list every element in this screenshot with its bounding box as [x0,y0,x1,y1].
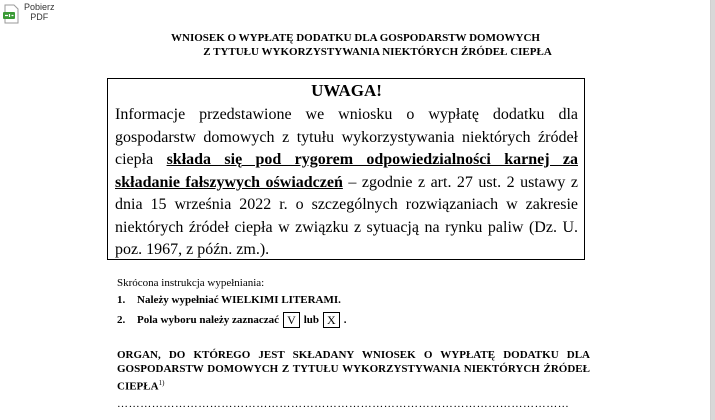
instructions-heading: Skrócona instrukcja wypełniania: [117,277,265,289]
checkbox-sample-v: V [283,312,300,328]
checkbox-sample-x: X [323,312,340,328]
download-label-line1: Pobierz [24,2,55,12]
organ-heading-text: ORGAN, DO KTÓREGO JEST SKŁADANY WNIOSEK O WYPŁATĘ DODATKU DLA GOSPODARSTW DOMOWYCH Z TYTUŁU WYKORZYSTYWANIA NIEKTÓRYCH ŹRÓDEŁ CIEPŁA [117,349,590,393]
instruction-number: 2. [117,314,126,326]
document-title [0,31,711,59]
instruction-item-1 [117,293,341,307]
pdf-file-icon [2,4,20,24]
download-pdf-label [24,2,55,22]
warning-notice-box [107,78,585,260]
instruction-text: Należy wypełniać WIELKIMI LITERAMI. [137,294,341,306]
organ-section-heading [117,348,590,394]
instruction-period: . [343,314,347,326]
title-line-1: WNIOSEK O WYPŁATĘ DODATKU DLA GOSPODARSTW DOMOWYCH [171,32,540,44]
instruction-text: Pola wyboru należy zaznaczać [137,314,280,326]
notice-heading: UWAGA! [311,81,382,100]
notice-text-emphasis: składa się pod rygorem odpowiedzialności karnej za składanie fałszywych oświadczeń [115,151,578,191]
title-line-2: Z TYTUŁU WYKORZYSTYWANIA NIEKTÓRYCH ŹRÓDEŁ CIEPŁA [203,46,552,58]
vertical-scrollbar[interactable] [711,0,715,420]
instruction-connector: lub [303,314,320,326]
notice-text-after: – zgodnie z art. 27 ust. 2 ustawy z dnia 15 września 2022 r. o szczególnych rozwiązaniach w zakresie niektórych źródeł ciepła w związku z sytuacją na rynku paliw (Dz. U. poz. 1967, z późn. zm.). [115,173,578,258]
instruction-item-2 [117,312,346,328]
footnote-marker: 1) [158,379,165,387]
instruction-number: 1. [117,294,126,306]
download-label-line2: PDF [30,12,49,22]
notice-text-before: Informacje przedstawione we wniosku o wypłatę dodatku dla gospodarstw domowych z tytułu wykorzystywania niektórych źródeł ciepła [115,106,578,168]
organ-fill-line: ……………………………………………………………………………………………………… [117,398,570,410]
notice-body [115,104,578,262]
download-pdf-button[interactable] [2,2,55,26]
